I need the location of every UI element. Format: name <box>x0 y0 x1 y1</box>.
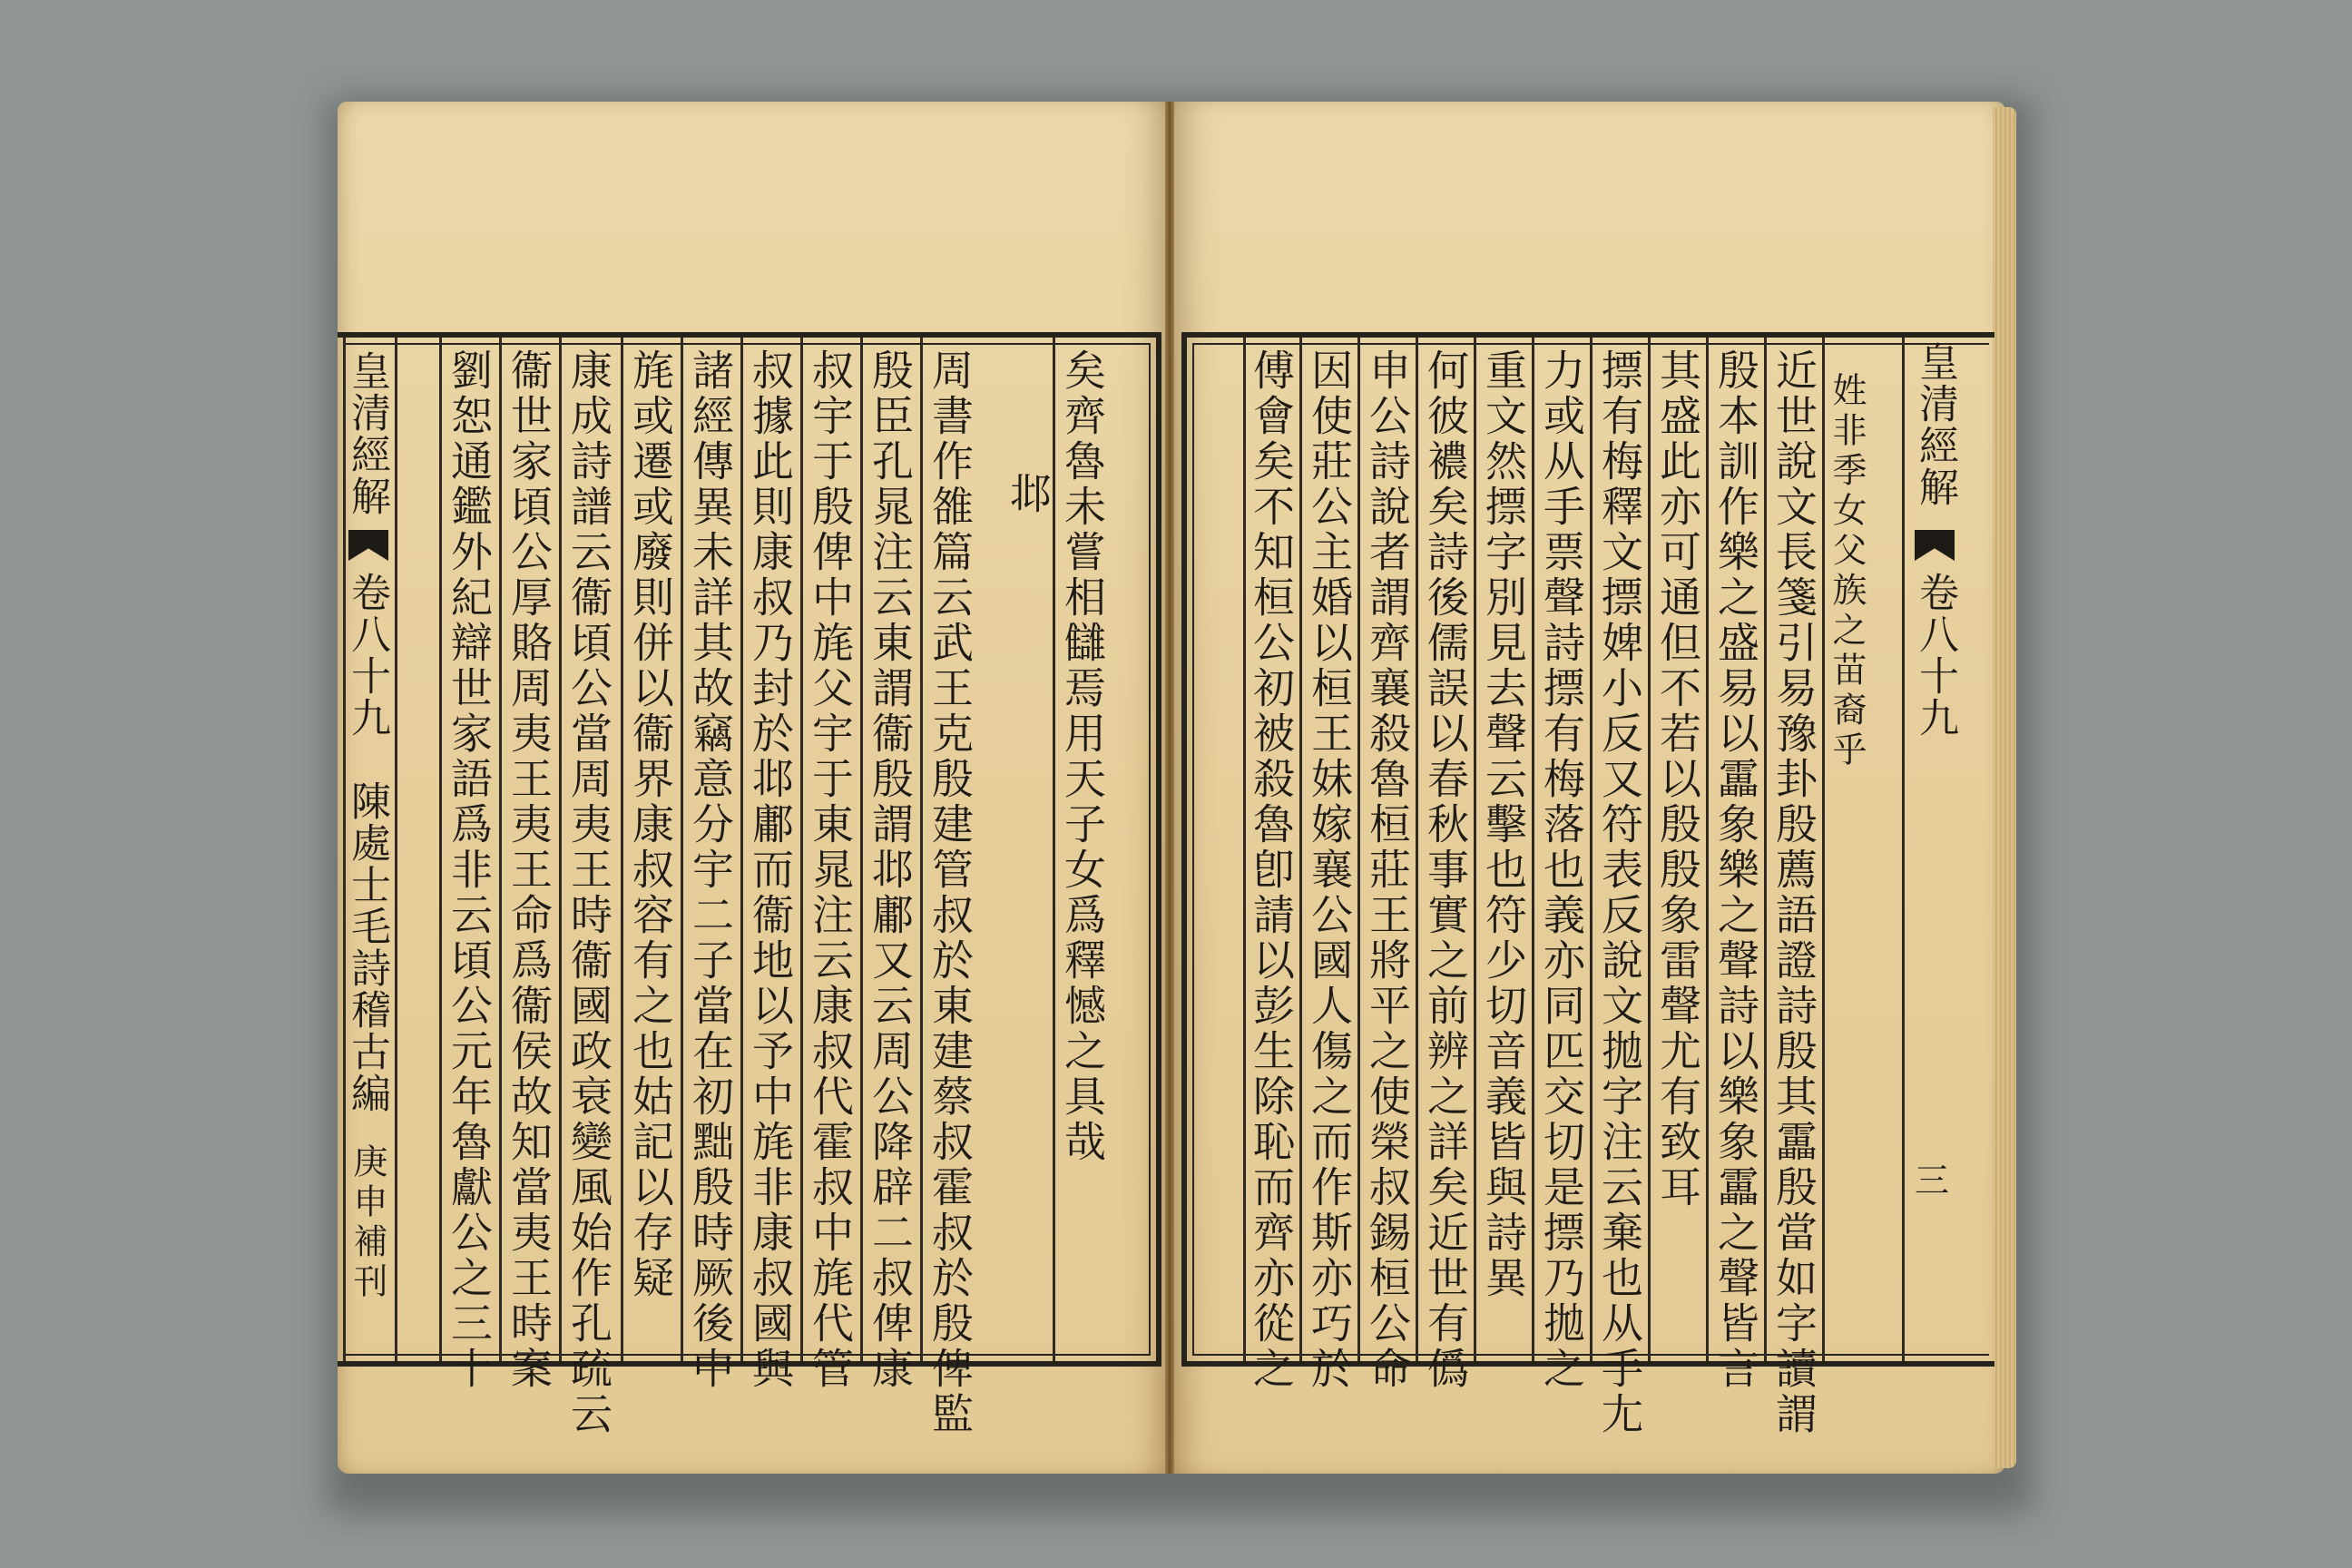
page-edges <box>1993 107 2016 1468</box>
left-col-4: 殷臣孔晁注云東謂衞殷謂邶鄘又云周公降辟二叔俾康 <box>866 348 915 1392</box>
left-col-1: 矣齊魯未嘗相讎焉用天子女爲釋憾之具哉 <box>1058 348 1107 1165</box>
page-number: 三 <box>1915 1161 1950 1200</box>
column-rule <box>1474 338 1476 1361</box>
column-rule <box>800 338 803 1361</box>
right-margin-title: 皇清經解 <box>1912 341 1958 508</box>
column-rule <box>1243 338 1246 1361</box>
column-rule <box>1902 338 1905 1361</box>
left-col-8: 旄或遷或廢則併以衞界康叔容有之也姑記以存疑 <box>626 348 675 1301</box>
left-col-11: 劉恕通鑑外紀辯世家語爲非云頃公元年魯獻公之三十 <box>445 348 494 1392</box>
left-col-2: 邶 <box>1004 472 1053 517</box>
left-col-9: 康成詩譜云衞頃公當周夷王時衞國政衰變風始作孔疏云 <box>564 348 613 1437</box>
column-rule <box>621 338 623 1361</box>
right-col-7: 重文然摽字別見去聲云擊也符少切音義皆與詩異 <box>1479 348 1528 1301</box>
column-rule <box>1299 338 1302 1361</box>
left-col-7: 諸經傳異未詳其故竊意分宇二子當在初黜殷時厥後中 <box>686 348 735 1392</box>
left-col-3: 周書作雒篇云武王克殷建管叔於東建蔡叔霍叔於殷俾監 <box>926 348 975 1437</box>
right-col-4: 其盛此亦可通但不若以殷殷象雷聲尤有致耳 <box>1653 348 1702 1210</box>
column-rule <box>439 338 442 1361</box>
column-rule <box>1053 338 1055 1361</box>
column-rule <box>1590 338 1592 1361</box>
right-margin-volume: 卷八十九 <box>1912 572 1958 739</box>
column-rule <box>860 338 863 1361</box>
left-margin-volume: 卷八十九 <box>344 572 390 739</box>
column-rule <box>1648 338 1651 1361</box>
book-gutter <box>1165 102 1174 1474</box>
right-col-11: 傅會矣不知桓公初被殺魯卽請以彭生除恥而齊亦從之 <box>1247 348 1296 1392</box>
right-col-10: 因使莊公主婚以桓王妹嫁襄公國人傷之而作斯亦巧於 <box>1305 348 1354 1392</box>
left-margin-chapter: 陳處士毛詩稽古編 <box>344 780 390 1114</box>
column-rule <box>1822 338 1825 1361</box>
right-col-2: 近世說文長箋引易豫卦殷薦語證詩殷其靁殷當如字讀謂 <box>1769 348 1818 1437</box>
right-col-5: 摽有梅釋文摽婢小反又符表反說文拋字注云棄也从手尢 <box>1595 348 1644 1437</box>
column-rule <box>681 338 683 1361</box>
right-col-8: 何彼襛矣詩後儒誤以春秋事實之前辨之詳矣近世有僞 <box>1421 348 1470 1392</box>
column-rule <box>1532 338 1534 1361</box>
right-col-9: 申公詩說者謂齊襄殺魯桓莊王將平之使榮叔錫桓公命 <box>1363 348 1412 1392</box>
left-col-5: 叔宇于殷俾中旄父宇于東晁注云康叔代霍叔中旄代管 <box>806 348 855 1392</box>
column-rule <box>920 338 923 1361</box>
column-rule <box>499 338 502 1361</box>
right-col-3: 殷本訓作樂之盛易以靁象樂之聲詩以樂象靁之聲皆言 <box>1711 348 1760 1392</box>
column-rule <box>1706 338 1709 1361</box>
column-rule <box>1416 338 1418 1361</box>
column-rule <box>559 338 562 1361</box>
right-col-6: 力或从手票聲詩摽有梅落也義亦同匹交切是摽乃拋之 <box>1537 348 1586 1392</box>
left-col-10: 衞世家頃公厚賂周夷王夷王命爲衞侯故知當夷王時案 <box>505 348 554 1392</box>
left-margin-imprint: 庚申補刊 <box>348 1143 387 1303</box>
left-margin-title: 皇清經解 <box>344 350 390 517</box>
right-page-frame <box>1181 332 1994 1437</box>
column-rule <box>1357 338 1360 1361</box>
column-rule <box>1764 338 1767 1361</box>
left-col-6: 叔據此則康叔乃封於邶鄘而衞地以予中旄非康叔國與 <box>746 348 795 1392</box>
column-rule <box>740 338 743 1361</box>
right-col-1: 姓非季女父族之苗裔乎 <box>1827 372 1867 771</box>
